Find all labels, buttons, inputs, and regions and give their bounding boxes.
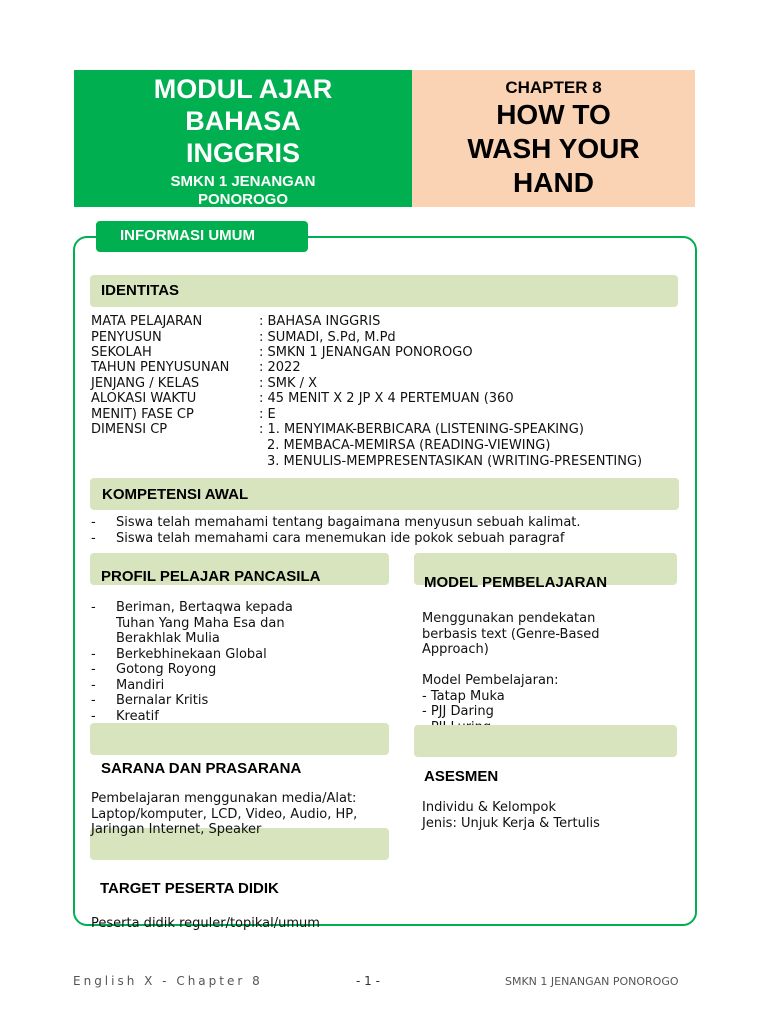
chapter-title-line-3: HAND <box>513 167 594 198</box>
kompetensi-heading: KOMPETENSI AWAL <box>102 486 249 503</box>
identitas-label: PENYUSUN <box>91 330 162 345</box>
footer-right: SMKN 1 JENANGAN PONOROGO <box>505 975 679 988</box>
identitas-value: : SUMADI, S.Pd, M.Pd <box>259 330 396 345</box>
school-name <box>74 173 412 209</box>
asesmen-bar <box>414 725 677 757</box>
identitas-label: ALOKASI WAKTU <box>91 391 197 406</box>
list-item: - Siswa telah memahami cara menemukan ide pokok sebuah paragraf <box>91 531 681 547</box>
asesmen-line: Individu & Kelompok <box>422 800 556 815</box>
title-line-1: MODUL AJAR <box>153 74 333 104</box>
identitas-label: MENIT) FASE CP <box>91 407 194 422</box>
kompetensi-list <box>91 515 681 546</box>
list-item: - Berkebhinekaan Global <box>91 647 331 663</box>
chapter-title-line-2: WASH YOUR <box>467 133 640 164</box>
model-approach: Menggunakan pendekatan berbasis text (Genre-Based Approach) <box>422 611 600 657</box>
dimensi-item: 3. MENULIS-MEMPRESENTASIKAN (WRITING-PRESENTING) <box>267 454 643 469</box>
model-list-title: Model Pembelajaran: <box>422 673 559 688</box>
target-text: Peserta didik reguler/topikal/umum <box>91 916 320 931</box>
model-heading: MODEL PEMBELAJARAN <box>424 574 608 591</box>
identitas-label: SEKOLAH <box>91 345 152 360</box>
profil-heading: PROFIL PELAJAR PANCASILA <box>101 568 321 585</box>
title-line-3: INGGRIS <box>185 138 300 168</box>
chapter-title <box>412 98 695 200</box>
list-item: - Siswa telah memahami tentang bagaimana menyusun sebuah kalimat. <box>91 515 681 531</box>
asesmen-text <box>422 800 672 831</box>
identitas-label: TAHUN PENYUSUNAN <box>91 360 230 375</box>
list-item: - Gotong Royong <box>91 662 331 678</box>
chapter-panel <box>412 70 695 207</box>
footer-left: English X - Chapter 8 <box>73 974 263 988</box>
identitas-value: : E <box>259 407 276 422</box>
sarana-text: Pembelajaran menggunakan media/Alat: Laptop/komputer, LCD, Video, Audio, HP, Jaringan Internet, Speaker <box>91 791 358 837</box>
identitas-value: : SMKN 1 JENANGAN PONOROGO <box>259 345 473 360</box>
identitas-value: : 45 MENIT X 2 JP X 4 PERTEMUAN (360 <box>259 391 514 406</box>
page-number: - 1 - <box>356 974 380 988</box>
identitas-value: : SMK / X <box>259 376 318 391</box>
identitas-label: JENJANG / KELAS <box>91 376 200 391</box>
list-item: - Kreatif <box>91 709 331 725</box>
list-item: - PJJ Daring <box>422 704 494 719</box>
identitas-label: MATA PELAJARAN <box>91 314 203 329</box>
profil-list <box>91 600 331 724</box>
identitas-heading: IDENTITAS <box>101 282 180 299</box>
chapter-title-line-1: HOW TO <box>496 99 611 130</box>
list-item: - Tatap Muka <box>422 688 505 704</box>
module-title <box>74 73 412 169</box>
module-title-panel <box>74 70 412 207</box>
list-item: - Mandiri <box>91 678 331 694</box>
title-line-2: BAHASA <box>185 106 301 136</box>
chapter-label: CHAPTER 8 <box>505 78 602 97</box>
list-item: - Beriman, Bertaqwa kepada Tuhan Yang Maha Esa dan Berakhlak Mulia <box>91 600 331 647</box>
dimensi-item: 2. MEMBACA-MEMIRSA (READING-VIEWING) <box>267 438 551 453</box>
identitas-value: : 1. MENYIMAK-BERBICARA (LISTENING-SPEAKING) <box>259 422 584 437</box>
asesmen-line: Jenis: Unjuk Kerja & Tertulis <box>422 815 600 831</box>
info-tab: INFORMASI UMUM <box>96 221 308 252</box>
school-line-1: SMKN 1 JENANGAN <box>170 173 316 190</box>
identitas-value: : 2022 <box>259 360 301 375</box>
school-line-2: PONOROGO <box>197 191 288 208</box>
target-heading: TARGET PESERTA DIDIK <box>100 880 279 897</box>
list-item: - Bernalar Kritis <box>91 693 331 709</box>
asesmen-heading: ASESMEN <box>424 768 499 785</box>
identitas-label: DIMENSI CP <box>91 422 168 437</box>
sarana-heading: SARANA DAN PRASARANA <box>101 760 302 777</box>
sarana-bar <box>90 723 389 755</box>
identitas-value: : BAHASA INGGRIS <box>259 314 381 329</box>
